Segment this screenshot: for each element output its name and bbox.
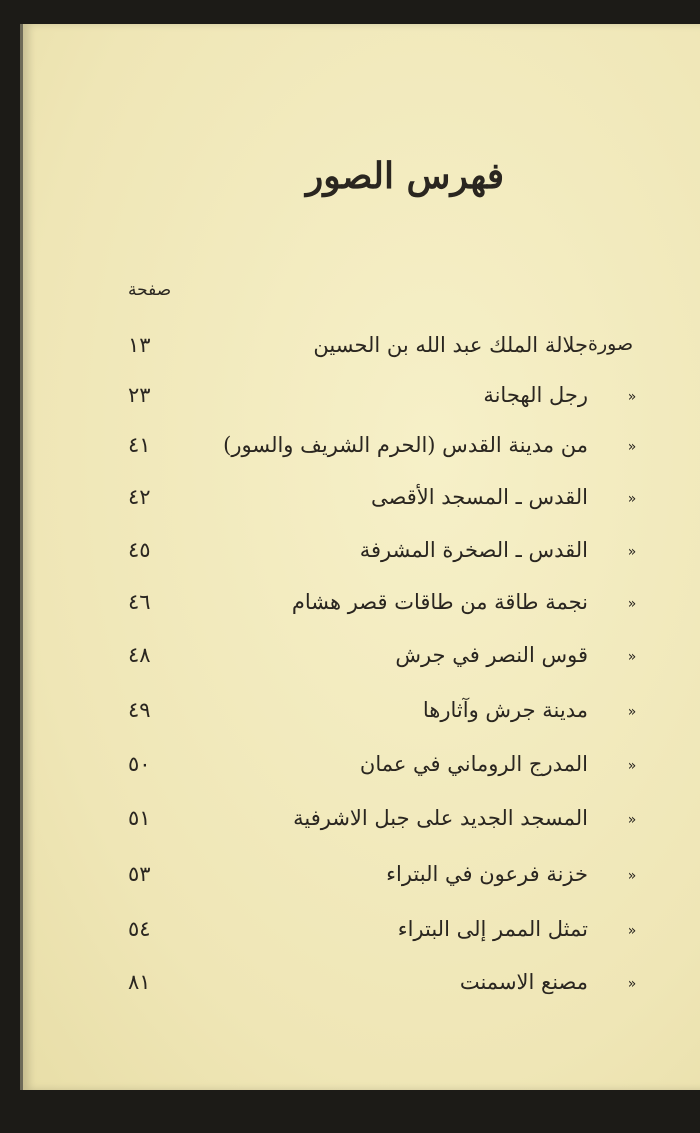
index-entry bbox=[0, 970, 700, 1010]
ditto-mark: « bbox=[627, 923, 637, 939]
entry-caption: المسجد الجديد على جبل الاشرفية bbox=[293, 806, 588, 830]
ditto-mark: « bbox=[627, 649, 637, 665]
entry-page-number: ٤١ bbox=[128, 433, 151, 457]
ditto-mark: « bbox=[627, 596, 637, 612]
entry-page-number: ٤٩ bbox=[128, 698, 151, 722]
entry-caption: من مدينة القدس (الحرم الشريف والسور) bbox=[223, 433, 588, 457]
entry-page-number: ٢٣ bbox=[128, 383, 151, 407]
entry-caption: المدرج الروماني في عمان bbox=[359, 752, 588, 776]
entry-page-number: ٥٣ bbox=[128, 862, 151, 886]
entry-caption: رجل الهجانة bbox=[483, 383, 588, 407]
entry-page-number: ٨١ bbox=[128, 970, 151, 994]
entry-caption: مدينة جرش وآثارها bbox=[422, 698, 588, 722]
entry-caption: قوس النصر في جرش bbox=[395, 643, 588, 667]
index-entry bbox=[0, 333, 700, 373]
index-entry bbox=[0, 917, 700, 957]
entry-page-number: ٤٢ bbox=[128, 485, 151, 509]
index-entry bbox=[0, 752, 700, 792]
ditto-mark: « bbox=[627, 389, 637, 405]
index-entry bbox=[0, 383, 700, 423]
index-entry bbox=[0, 485, 700, 525]
entry-page-number: ٥١ bbox=[128, 806, 151, 830]
ditto-mark: « bbox=[627, 976, 637, 992]
index-entry bbox=[0, 643, 700, 683]
entry-caption: جلالة الملك عبد الله بن الحسين bbox=[313, 333, 588, 357]
entry-caption: القدس ـ الصخرة المشرفة bbox=[359, 538, 588, 562]
entry-caption: القدس ـ المسجد الأقصى bbox=[371, 485, 588, 509]
entry-caption: مصنع الاسمنت bbox=[459, 970, 588, 994]
page-column-label: صفحة bbox=[128, 280, 172, 300]
index-entry bbox=[0, 433, 700, 473]
entry-page-number: ٥٠ bbox=[128, 752, 151, 776]
index-entry bbox=[0, 806, 700, 846]
ditto-mark: « bbox=[627, 704, 637, 720]
index-entry bbox=[0, 590, 700, 630]
entry-page-number: ١٣ bbox=[128, 333, 151, 357]
ditto-mark: « bbox=[627, 812, 637, 828]
entry-page-number: ٤٥ bbox=[128, 538, 151, 562]
entry-prefix: صورة bbox=[588, 333, 634, 355]
index-entry bbox=[0, 538, 700, 578]
ditto-mark: « bbox=[627, 758, 637, 774]
entry-caption: تمثل الممر إلى البتراء bbox=[397, 917, 588, 941]
entry-page-number: ٤٨ bbox=[128, 643, 151, 667]
entry-page-number: ٤٦ bbox=[128, 590, 151, 614]
ditto-mark: « bbox=[627, 544, 637, 560]
ditto-mark: « bbox=[627, 491, 637, 507]
entry-caption: نجمة طاقة من طاقات قصر هشام bbox=[291, 590, 588, 614]
index-entry bbox=[0, 862, 700, 902]
index-entry bbox=[0, 698, 700, 738]
entry-page-number: ٥٤ bbox=[128, 917, 151, 941]
entry-caption: خزنة فرعون في البتراء bbox=[386, 862, 588, 886]
ditto-mark: « bbox=[627, 868, 637, 884]
ditto-mark: « bbox=[627, 439, 637, 455]
page-title: فهرس الصور bbox=[305, 155, 505, 197]
